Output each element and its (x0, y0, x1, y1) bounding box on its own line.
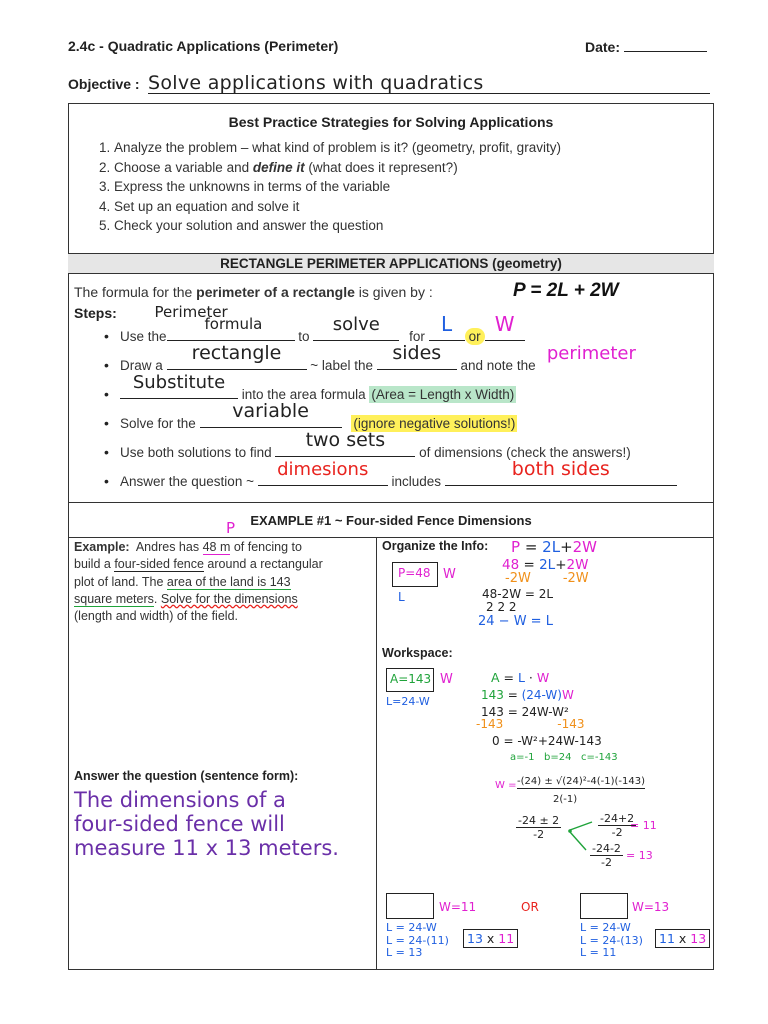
date-field[interactable] (585, 38, 707, 55)
strategy-item: 3. Express the unknowns in terms of the variable (114, 177, 708, 197)
example-heading: EXAMPLE #1 ~ Four-sided Fence Dimensions (250, 513, 532, 528)
strategies-list (68, 138, 708, 236)
fill-W: W (494, 312, 515, 336)
fill-sides: sides (392, 342, 442, 364)
ignore-negative-highlight: (ignore negative solutions!) (353, 416, 516, 431)
strategy-item: 2. Choose a variable and define it (what does it represent?) (114, 158, 708, 178)
quadratic-formula-denominator: 2(-1) (553, 794, 578, 805)
fill-dimensions: dimesions (277, 459, 369, 480)
org-eq1: P = 2L+2W (511, 538, 598, 556)
worksheet-title: 2.4c - Quadratic Applications (Perimeter) (68, 38, 339, 54)
strategy-item: 1. Analyze the problem – what kind of problem is it? (geometry, profit, gravity) (114, 138, 708, 158)
formula-sentence: The formula for the perimeter of a rectangle is given by : (74, 284, 433, 300)
solution2-answer: 11 x 13 (655, 929, 710, 948)
solution1-l-work: L = 24-W L = 24-(11) L = 13 (386, 921, 449, 959)
workspace-label: Workspace: (382, 646, 453, 660)
perimeter-formula: P = 2L + 2W (513, 280, 619, 301)
steps-label: Steps: (74, 305, 117, 321)
or-highlight: or (465, 328, 485, 345)
fill-perimeter: Perimeter (154, 303, 228, 321)
org-eq5: 24 − W = L (478, 614, 553, 629)
work-abc: a=-1 b=24 c=-143 (510, 752, 618, 763)
fill-rectangle: rectangle (191, 342, 282, 364)
solution2-l-work: L = 24-W L = 24-(13) L = 11 (580, 921, 643, 959)
perimeter-heading: RECTANGLE PERIMETER APPLICATIONS (geometry) (220, 256, 562, 271)
fill-variable: variable (232, 400, 309, 422)
solution2-rectangle (580, 893, 628, 919)
step-draw-rectangle: • Draw a rectangle ~ label the sides and note the perimeter (74, 351, 710, 380)
fill-two-sets: two sets (305, 429, 386, 451)
objective-line[interactable] (148, 72, 710, 94)
org-perimeter-box-label: P=48 (398, 566, 431, 580)
org-eq4-divisor: 2 2 2 (486, 600, 517, 614)
work-a5: 0 = -W²+24W-143 (492, 734, 602, 748)
root-step-3: -24-2 -2 (592, 842, 621, 869)
org-eq4: 48-2W = 2L (482, 587, 554, 601)
strategy-item: 4. Set up an equation and solve it (114, 197, 708, 217)
example-divider-bottom (68, 537, 714, 538)
step-use-formula: • Use the Perimeter formula to solve for L or W (74, 322, 710, 351)
strategies-heading: Best Practice Strategies for Solving Applications (228, 114, 554, 130)
quadratic-formula-numerator: -(24) ± √(24)²-4(-1)(-143) (517, 776, 646, 787)
root-step-2: -24+2 -2 (600, 812, 635, 839)
work-l-label: L=24-W (386, 695, 430, 708)
step-solve-variable: • Solve for the variable (ignore negative solutions!) (74, 409, 710, 438)
solution1-answer: 13 x 11 (463, 929, 518, 948)
work-a2: 143 = (24-W)W (481, 688, 574, 702)
date-label: Date: (585, 39, 621, 55)
solution2-w: W=13 (632, 900, 670, 914)
objective-answer: Solve applications with quadratics (148, 72, 484, 94)
answer-label: Answer the question (sentence form): (74, 769, 299, 783)
work-a4: -143 -143 (476, 717, 585, 731)
fill-solve: solve (332, 314, 380, 335)
solution1-w: W=11 (439, 900, 477, 914)
root-value-13: = 13 (626, 849, 653, 862)
fill-both-sides: both sides (511, 458, 610, 480)
quadratic-formula-lhs: W = (495, 780, 517, 791)
work-a1: A = L · W (491, 670, 550, 685)
or-label: OR (521, 900, 539, 914)
problem-text: Example: Andres has 48 m of fencing to build a four-sided fence around a rectangular plot of land. The area of the land is 143 square meters. Solve for the dimensions (length and width) of the field. (74, 540, 323, 624)
work-area-box-label: A=143 (390, 672, 432, 686)
fill-formula: formula (204, 315, 263, 333)
example-divider-top (68, 502, 714, 503)
fill-L: L (441, 312, 453, 336)
example-column-divider (376, 537, 377, 970)
answer-sentence: The dimensions of a four-sided fence will measure 11 x 13 meters. (74, 788, 339, 860)
fill-substitute: • Substitute (132, 372, 226, 393)
root-value-11: = 11 (630, 819, 657, 832)
org-eq3: -2W -2W (505, 571, 589, 586)
org-eq2: 48 = 2L+2W (502, 557, 589, 573)
org-w-label: W (443, 567, 456, 582)
step-answer-question: • Answer the question ~ dimesions includes both sides (74, 467, 710, 496)
strategy-item: 5. Check your solution and answer the question (114, 216, 708, 236)
step-two-sets: • Use both solutions to find two sets of dimensions (check the answers!) (74, 438, 710, 467)
step-substitute: • Substitute into the area formula (Area = Length x Width) (74, 380, 710, 409)
root-step-1: -24 ± 2 -2 (518, 814, 560, 841)
area-formula-highlight: (Area = Length x Width) (371, 387, 515, 402)
p-mark: P (226, 519, 236, 537)
organize-label: Organize the Info: (382, 539, 489, 553)
org-l-label: L (398, 590, 405, 604)
work-w-label: W (440, 672, 453, 687)
problem-label: Example: (74, 540, 130, 554)
objective-label: Objective : (68, 76, 140, 92)
solution1-rectangle (386, 893, 434, 919)
fill-perimeter-word: perimeter (546, 343, 636, 364)
branch-arrows (566, 816, 596, 856)
work-a3: 143 = 24W-W² (481, 705, 569, 719)
